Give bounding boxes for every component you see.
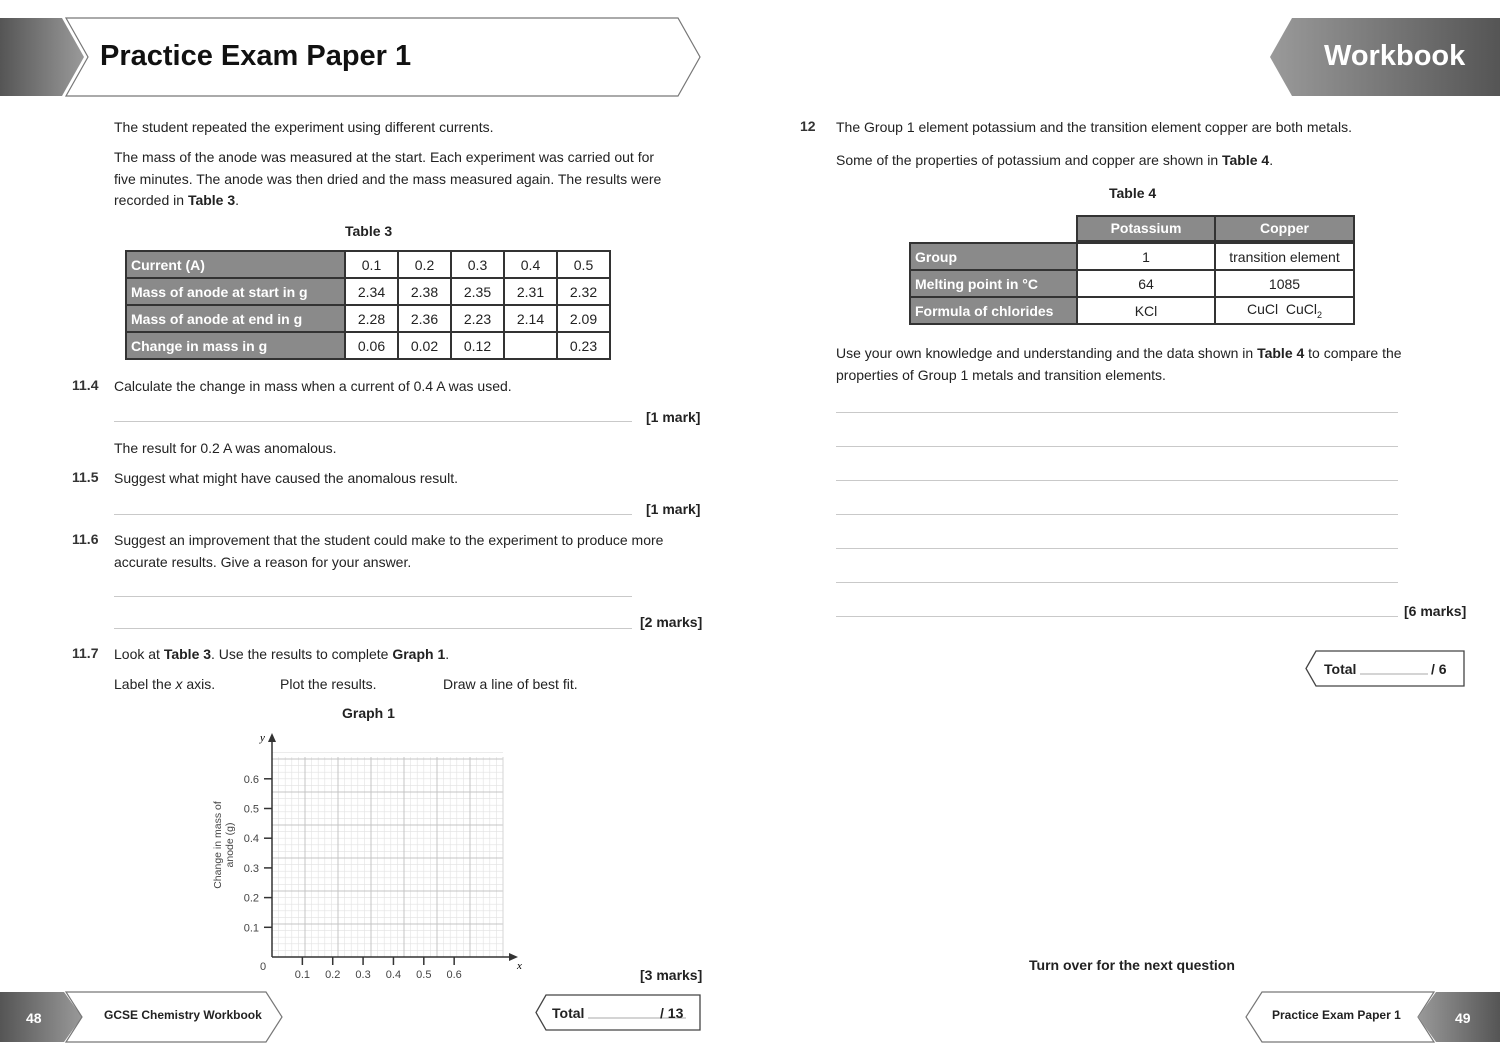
compare-line-2: properties of Group 1 metals and transition elements. [836, 366, 1166, 383]
answer-line[interactable] [114, 514, 632, 515]
instruction-best-fit: Draw a line of best fit. [443, 676, 578, 692]
table-row [910, 297, 1354, 324]
answer-line[interactable] [114, 628, 632, 629]
table-cell: 2.36 [398, 305, 451, 332]
answer-line[interactable] [836, 548, 1398, 549]
row-header: Formula of chlorides [910, 297, 1077, 324]
intro-line-3-bold: Table 3 [187, 192, 236, 208]
q-mid: . Use the results to complete [211, 646, 393, 662]
page-title: Practice Exam Paper 1 [100, 40, 412, 72]
table-cell: 1085 [1215, 270, 1354, 297]
table-row [126, 251, 610, 278]
row-header: Current (A) [126, 251, 345, 278]
props-bold: Table 4 [1222, 152, 1270, 168]
footer-paper-title: Practice Exam Paper 1 [1272, 1008, 1401, 1022]
page-number-left: 48 [26, 1010, 42, 1026]
table-cell: 2.31 [504, 278, 557, 305]
table-cell: transition element [1215, 243, 1354, 270]
answer-line[interactable] [836, 480, 1398, 481]
graph-1[interactable] [200, 725, 540, 985]
table-cell: 0.3 [451, 251, 504, 278]
intro-line-3 [114, 190, 661, 212]
total-label: Total [552, 1005, 585, 1021]
y-axis-arrow [268, 733, 276, 742]
question-text [114, 530, 663, 573]
total-label: Total [1324, 661, 1357, 677]
x-tick-label: 0.1 [294, 969, 311, 981]
table-cell: 2.23 [451, 305, 504, 332]
row-header: Group [910, 243, 1077, 270]
marks-label: [3 marks] [640, 967, 703, 983]
intro-line-3-post: . [235, 192, 240, 208]
compare-line-1 [836, 343, 1402, 365]
marks-label: [1 mark] [646, 409, 701, 425]
instruction-plot: Plot the results. [280, 676, 377, 692]
total-value: / 6 [1431, 661, 1447, 677]
table4-header-copper: Copper [1214, 215, 1355, 242]
q-pre: Look at [114, 646, 164, 662]
intro-line-3-pre: recorded in [114, 192, 188, 208]
question-text: Suggest what might have caused the anomalous result. [114, 470, 458, 486]
axis-ticks [244, 774, 462, 981]
chloride-formula: CuCl CuCl [1246, 301, 1317, 318]
answer-line[interactable] [836, 582, 1398, 583]
question-number: 11.7 [72, 645, 99, 661]
use-post: to compare the [1304, 345, 1402, 361]
table-row [126, 332, 610, 359]
graph-title: Graph 1 [342, 705, 395, 721]
anomalous-note: The result for 0.2 A was anomalous. [114, 440, 337, 456]
chloride-subscript: 2 [1317, 309, 1323, 320]
table3-caption: Table 3 [345, 223, 393, 239]
y-tick-label: 0.4 [243, 833, 259, 846]
table-cell: 2.34 [345, 278, 398, 305]
table-cell: 0.5 [557, 251, 610, 278]
table-cell: 64 [1077, 270, 1215, 297]
y-tick-label: 0.2 [243, 892, 259, 905]
origin-label: 0 [260, 961, 267, 973]
row-header: Mass of anode at start in g [126, 278, 345, 305]
y-label-line-1: Change in mass of [212, 801, 224, 889]
props-post: . [1269, 152, 1274, 168]
intro-paragraph [114, 147, 661, 212]
x-axis-letter: x [517, 960, 522, 972]
question-text: The Group 1 element potassium and the transition element copper are both metals. [836, 119, 1352, 135]
q-bold-1: Table 3 [163, 646, 212, 662]
compare-text [836, 343, 1402, 386]
intro-line-2: five minutes. The anode was then dried and the mass measured again. The results were [114, 170, 662, 187]
footer-book-title: GCSE Chemistry Workbook [104, 1008, 262, 1022]
props-pre: Some of the properties of potassium and copper are shown in [836, 152, 1222, 168]
question-number: 11.5 [72, 469, 99, 485]
properties-text [836, 150, 1273, 172]
table-3 [125, 250, 611, 360]
table-cell: 2.09 [557, 305, 610, 332]
row-header: Change in mass in g [126, 332, 345, 359]
table-row [126, 278, 610, 305]
answer-line[interactable] [114, 421, 632, 422]
question-text: Calculate the change in mass when a current of 0.4 A was used. [114, 378, 512, 394]
table-cell: 2.28 [345, 305, 398, 332]
question-line-1: Suggest an improvement that the student could make to the experiment to produce more [114, 532, 664, 548]
table-cell: 0.12 [451, 332, 504, 359]
question-number: 11.4 [72, 377, 99, 393]
answer-line[interactable] [836, 616, 1398, 617]
intro-line-1: The mass of the anode was measured at the start. Each experiment was carried out for [114, 149, 655, 165]
table-cell: 0.06 [345, 332, 398, 359]
table-cell: 2.35 [451, 278, 504, 305]
answer-line[interactable] [114, 596, 632, 597]
answer-line[interactable] [836, 514, 1398, 515]
intro-text: The student repeated the experiment using different currents. [114, 119, 494, 135]
y-tick-label: 0.1 [243, 922, 259, 935]
instr-x: x [175, 676, 183, 692]
table4-caption: Table 4 [1109, 185, 1157, 201]
table-cell: 2.14 [504, 305, 557, 332]
turn-over-note: Turn over for the next question [1029, 957, 1235, 973]
x-tick-label: 0.2 [325, 969, 341, 981]
marks-label: [2 marks] [640, 614, 703, 630]
use-pre: Use your own knowledge and understanding and the data shown in [836, 345, 1258, 361]
table-row [910, 270, 1354, 297]
table-cell: 1 [1077, 243, 1215, 270]
q-bold-2: Graph 1 [392, 646, 446, 662]
x-tick-label: 0.4 [385, 969, 402, 981]
table-cell: 0.2 [398, 251, 451, 278]
table-cell: 2.38 [398, 278, 451, 305]
table-cell: 0.23 [557, 332, 610, 359]
table-4 [909, 242, 1355, 325]
y-label-line-2: anode (g) [224, 822, 236, 868]
q-post: . [445, 646, 450, 662]
y-tick-label: 0.3 [243, 862, 259, 875]
total-value: / 13 [660, 1005, 684, 1021]
y-axis-label [212, 801, 236, 889]
question-number: 11.6 [72, 531, 99, 547]
question-line-2: accurate results. Give a reason for your answer. [114, 553, 412, 570]
table-row [910, 243, 1354, 270]
answer-line[interactable] [836, 446, 1398, 447]
table-cell: 0.02 [398, 332, 451, 359]
x-tick-label: 0.5 [416, 969, 432, 981]
question-text [114, 644, 449, 666]
y-axis-letter: y [260, 732, 265, 744]
table-cell: KCl [1077, 297, 1215, 324]
use-bold: Table 4 [1257, 345, 1305, 361]
table-cell: 2.32 [557, 278, 610, 305]
workbook-title: Workbook [1324, 40, 1466, 72]
page-number-right: 49 [1455, 1010, 1471, 1026]
marks-label: [6 marks] [1404, 603, 1467, 619]
x-tick-label: 0.6 [446, 969, 462, 981]
y-tick-label: 0.6 [243, 773, 259, 786]
x-tick-label: 0.3 [355, 969, 371, 981]
row-header: Melting point in °C [910, 270, 1077, 297]
table-cell: 0.4 [504, 251, 557, 278]
grid-major [272, 757, 503, 957]
y-tick-label: 0.5 [243, 803, 259, 816]
table-cell: 0.1 [345, 251, 398, 278]
table-row [126, 305, 610, 332]
grid-minor [272, 752, 503, 957]
table-cell-blank[interactable] [504, 332, 557, 359]
table4-header-potassium: Potassium [1076, 215, 1216, 242]
instruction-label-axis [114, 674, 215, 696]
instr-pre: Label the [114, 676, 176, 692]
table-cell [1215, 297, 1354, 324]
marks-label: [1 mark] [646, 501, 701, 517]
question-number: 12 [800, 118, 816, 134]
answer-line[interactable] [836, 412, 1398, 413]
instr-post: axis. [182, 676, 216, 692]
row-header: Mass of anode at end in g [126, 305, 345, 332]
